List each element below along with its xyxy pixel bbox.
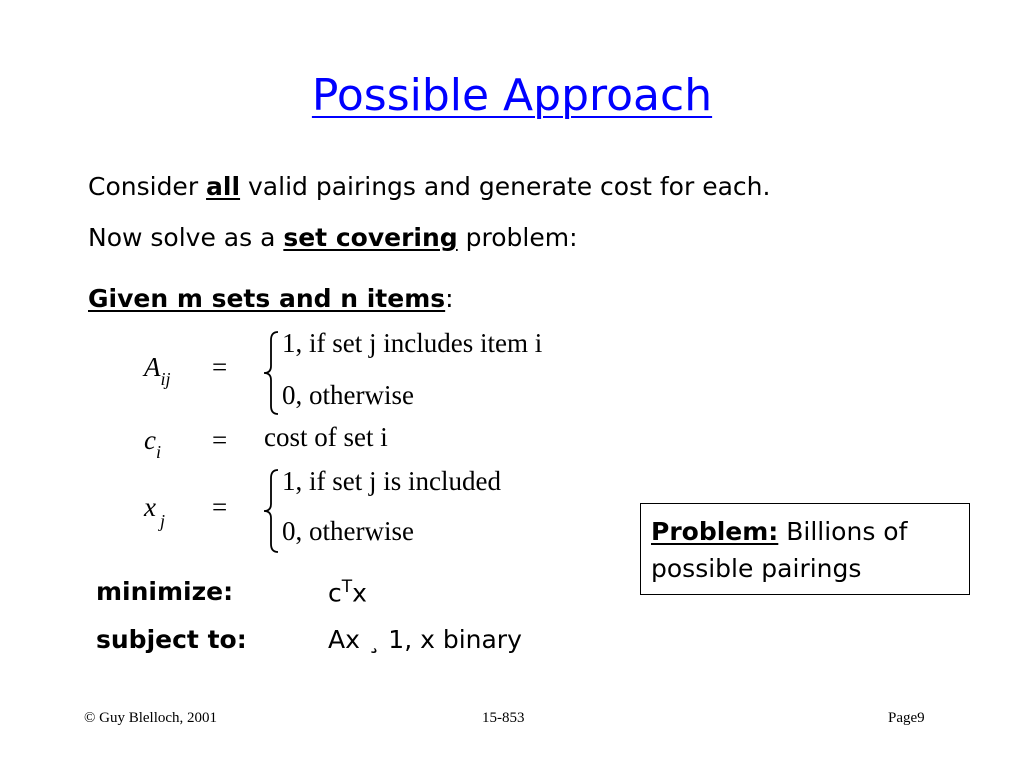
given-label: Given m sets and n items [88,284,446,313]
problem-text: Billions of possible pairings [651,517,908,583]
var-c-letter: c [144,425,156,455]
a-case-2: 0, otherwise [282,380,414,410]
given-colon: : [445,284,454,313]
var-a-letter: A [144,352,161,382]
var-c [144,425,161,462]
intro-line-2 [88,223,578,252]
var-x [144,492,165,531]
var-x-subscript: j [159,511,165,531]
var-c-subscript: i [155,442,161,462]
intro-line-2-pre: Now solve as a [88,223,284,252]
footer-copyright: © Guy Blelloch, 2001 [84,710,218,726]
objective-base: c [328,578,342,608]
problem-callout [640,503,970,595]
intro-line-1-pre: Consider [88,172,207,201]
eq-sign-c: = [212,425,228,455]
objective-sup: T [341,577,353,597]
intro-line-1 [88,172,770,201]
x-case-1: 1, if set j is included [282,466,501,496]
var-a-subscript: ij [160,369,171,389]
x-case-2: 0, otherwise [282,516,414,546]
problem-label: Problem: [651,517,779,546]
a-case-1: 1, if set j includes item i [282,328,543,358]
intro-line-2-post: problem: [457,223,578,252]
var-x-letter: x [144,492,156,522]
c-def: cost of set i [264,422,388,452]
given-heading [88,284,454,313]
intro-line-1-emph: all [206,172,241,201]
objective [328,577,367,607]
subject-to-label: subject to: [96,625,247,654]
intro-line-2-emph: set covering [283,223,458,252]
minimize-label: minimize: [96,577,234,606]
footer-page: Page9 [888,710,925,726]
intro-line-1-post: valid pairings and generate cost for each. [240,172,771,201]
objective-var: x [352,578,367,608]
eq-sign-x: = [212,492,228,522]
constraint: Ax ¸ 1, x binary [328,625,522,654]
var-a [144,352,171,389]
brace-x [260,468,282,554]
eq-sign-a: = [212,352,228,382]
brace-a [260,330,282,416]
slide-title: Possible Approach [311,70,713,121]
footer-course: 15-853 [482,710,525,726]
